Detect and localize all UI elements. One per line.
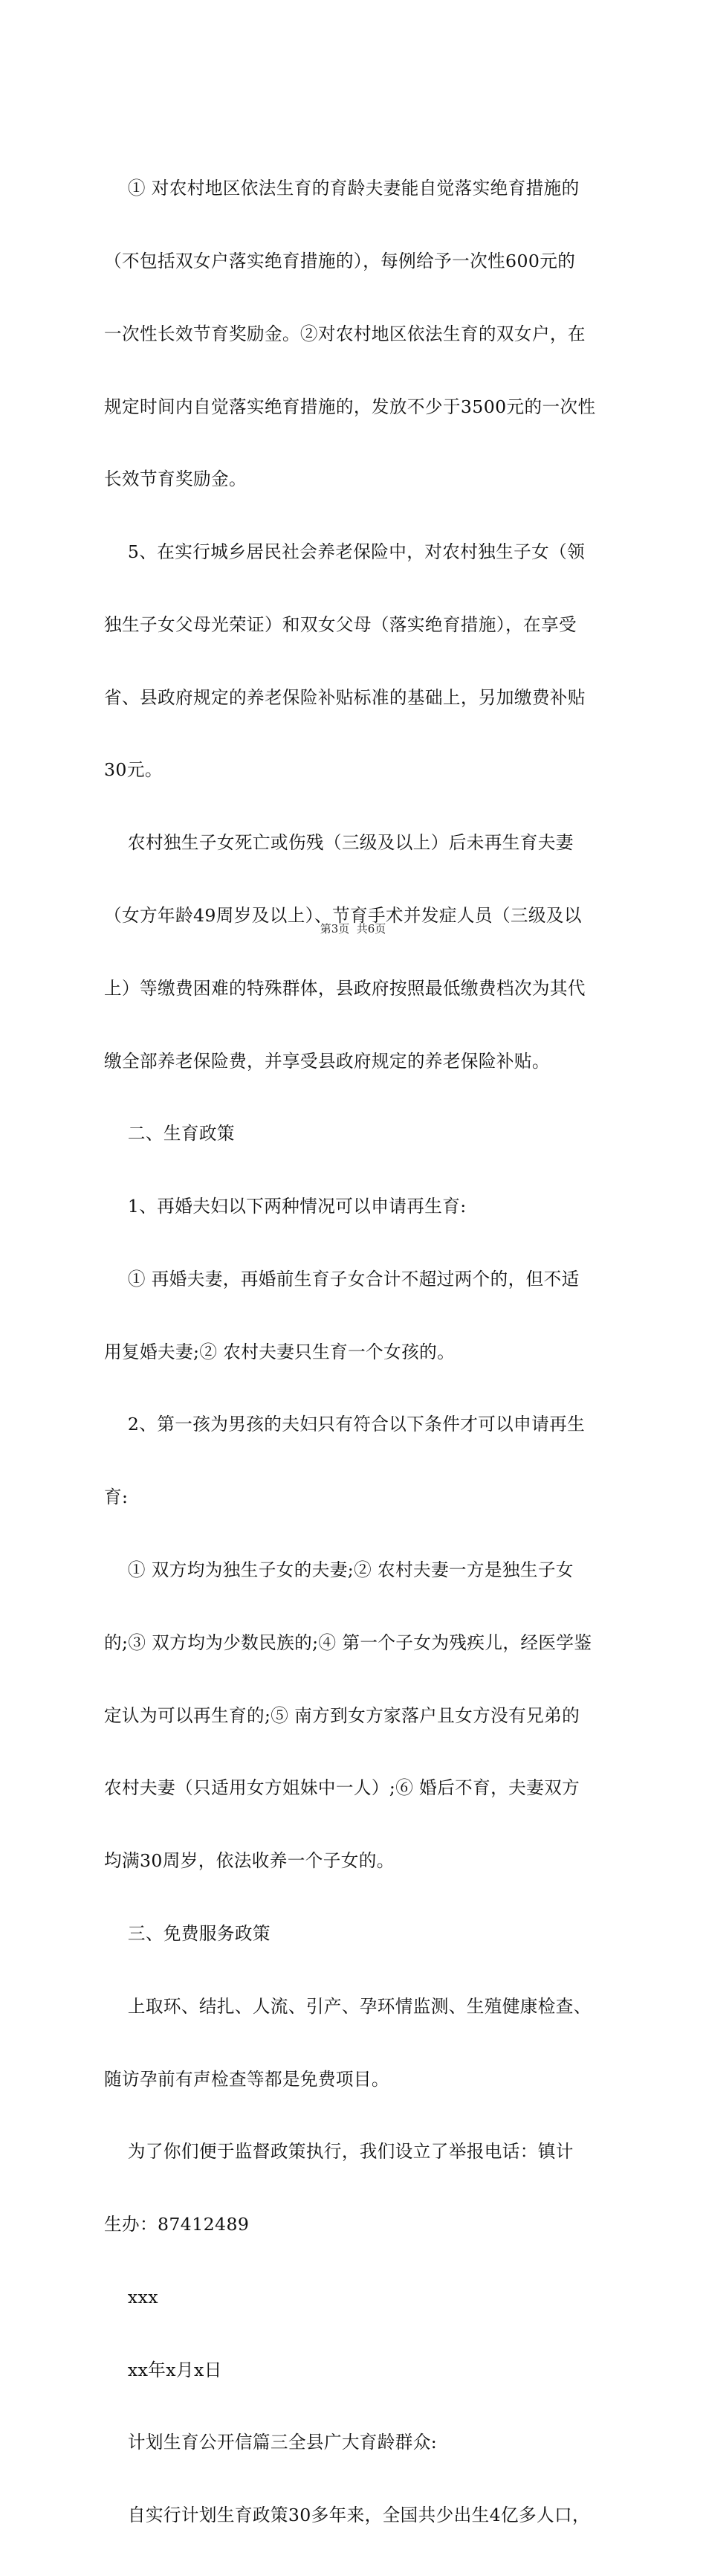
text-line: ① 再婚夫妻，再婚前生育子女合计不超过两个的，但不适 (104, 1268, 580, 1289)
text-line: 生办：87412489 (104, 2214, 250, 2235)
text-line: 2、第一孩为男孩的夫妇只有符合以下条件才可以申请再生 (104, 1414, 586, 1435)
text-line: 30元。 (104, 759, 163, 781)
text-line: 上取环、结扎、人流、引产、孕环情监测、生殖健康检查、 (104, 1995, 592, 2017)
text-line: 为了你们便于监督政策执行，我们设立了举报电话：镇计 (104, 2141, 574, 2163)
text-line: 育: (104, 1487, 129, 1508)
text-line: 1、再婚夫妇以下两种情况可以申请再生育: (104, 1196, 467, 1217)
text-line: 均满30周岁，依法收养一个子女的。 (104, 1850, 395, 1872)
text-line: 5、在实行城乡居民社会养老保险中，对农村独生子女（领 (104, 541, 586, 563)
text-line: 农村夫妻（只适用女方姐妹中一人）;⑥ 婚后不育，夫妻双方 (104, 1777, 580, 1799)
text-line: 随访孕前有声检查等都是免费项目。 (104, 2068, 389, 2090)
text-line: 一次性长效节育奖励金。②对农村地区依法生育的双女户，在 (104, 323, 586, 344)
document-body (104, 128, 624, 2576)
text-line: 规定时间内自觉落实绝育措施的，发放不少于3500元的一次性 (104, 396, 596, 417)
text-line: （不包括双女户落实绝育措施的），每例给予一次性600元的 (104, 250, 576, 271)
text-line: 长效节育奖励金。 (104, 468, 247, 490)
text-line: 计划生育公开信篇三全县广大育龄群众: (104, 2432, 438, 2453)
text-line: 定认为可以再生育的;⑤ 南方到女方家落户且女方没有兄弟的 (104, 1704, 580, 1726)
section-heading: 二、生育政策 (104, 1123, 235, 1144)
signature-line: xxx (104, 2286, 159, 2308)
text-line: 的;③ 双方均为少数民族的;④ 第一个子女为残疾儿，经医学鉴 (104, 1632, 592, 1653)
text-line: 独生子女父母光荣证）和双女父母（落实绝育措施），在享受 (104, 614, 577, 635)
text-line: （女方年龄49周岁及以上）、节育手术并发症人员（三级及以 (104, 905, 582, 926)
text-line: ① 对农村地区依法生育的育龄夫妻能自觉落实绝育措施的 (104, 178, 580, 199)
page-number: 第3页 共6页 (320, 922, 386, 936)
text-line: 农村独生子女死亡或伤残（三级及以上）后未再生育夫妻 (104, 832, 574, 854)
page-footer (0, 921, 706, 936)
text-line: ① 双方均为独生子女的夫妻;② 农村夫妻一方是独生子女 (104, 1559, 574, 1581)
text-line: 省、县政府规定的养老保险补贴标准的基础上，另加缴费补贴 (104, 686, 586, 708)
date-line: xx年x月x日 (104, 2359, 222, 2380)
text-line: 自实行计划生育政策30多年来，全国共少出生4亿多人口， (104, 2505, 590, 2526)
text-line: 缴全部养老保险费，并享受县政府规定的养老保险补贴。 (104, 1050, 550, 1072)
text-line: 用复婚夫妻;② 农村夫妻只生育一个女孩的。 (104, 1341, 456, 1362)
section-heading: 三、免费服务政策 (104, 1922, 271, 1944)
text-line: 上）等缴费困难的特殊群体，县政府按照最低缴费档次为其代 (104, 977, 586, 999)
